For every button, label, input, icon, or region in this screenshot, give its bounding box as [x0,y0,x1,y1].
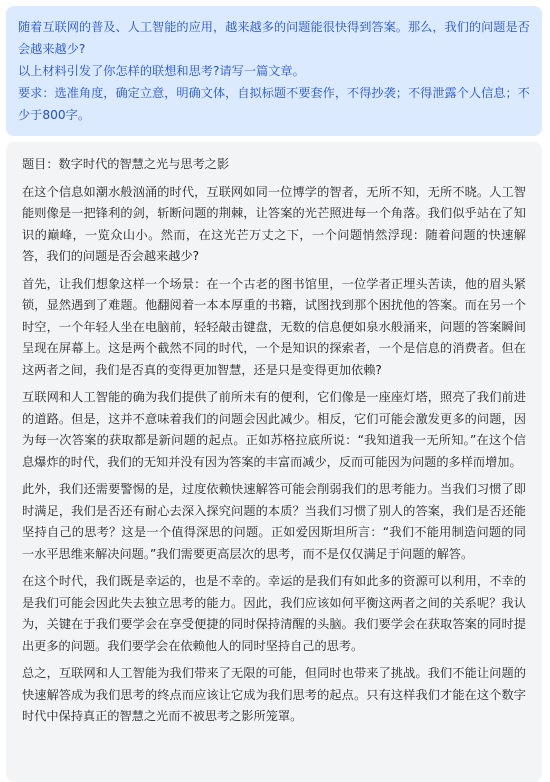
essay-paragraph-2: 首先，让我们想象这样一个场景：在一个古老的图书馆里，一位学者正埋头苦读，他的眉头紧锁，显然遇到了难题。他翻阅着一本本厚重的书籍，试图找到那个困扰他的答案。而在另一个时空，一个年轻人坐在电脑前，轻轻敲击键盘，无数的信息便如泉水般涌来，问题的答案瞬间呈现在屏幕上。这是两个截然不同的时代，一个是知识的探索者，一个是信息的消费者。但在这两者之间，我们是否真的变得更加智慧，还是只是变得更加依赖? [22,276,526,377]
essay-title: 题目：数字时代的智慧之光与思考之影 [22,157,230,171]
essay-paragraph-4: 此外，我们还需要警惕的是，过度依赖快速解答可能会削弱我们的思考能力。当我们习惯了即时满足，我们是否还有耐心去深入探究问题的本质？当我们习惯了别人的答案，我们是否还能坚持自己的思考？这是一个值得深思的问题。正如爱因斯坦所言：“我们不能用制造问题的同一水平思维来解决问题。”我们需要更高层次的思考，而不是仅仅满足于问题的解答。 [22,482,526,561]
assistant-response-card [6,142,542,782]
prompt-line-2: 以上材料引发了你怎样的联想和思考?请写一篇文章。 [18,64,305,78]
user-prompt-bubble [6,6,542,136]
essay-paragraph-5: 在这个时代，我们既是幸运的，也是不幸的。幸运的是我们有如此多的资源可以利用，不幸的是我们可能会因此失去独立思考的能力。因此，我们应该如何平衡这两者之间的关系呢？我认为，关键在于我们要学会在享受便捷的同时保持清醒的头脑。我们要学会在获取答案的同时提出更多的问题。我们要学会在依赖他人的同时坚持自己的思考。 [22,574,526,653]
prompt-line-3: 要求：选准角度，确定立意，明确文体，自拟标题不要套作，不得抄袭；不得泄露个人信息；不少于800字。 [18,86,530,122]
essay-paragraph-6: 总之，互联网和人工智能为我们带来了无限的可能，但同时也带来了挑战。我们不能让问题的快速解答成为我们思考的终点而应该让它成为我们思考的起点。只有这样我们才能在这个数字时代中保持真正的智慧之光而不被思考之影所笼罩。 [22,666,526,723]
prompt-line-1: 随着互联网的普及、人工智能的应用，越来越多的问题能很快得到答案。那么，我们的问题是否会越来越少? [18,20,530,56]
essay-paragraph-3: 互联网和人工智能的确为我们提供了前所未有的便利，它们像是一座座灯塔，照亮了我们前进的道路。但是，这并不意味着我们的问题会因此减少。相反，它们可能会激发更多的问题，因为每一次答案的获取都是新问题的起点。正如苏格拉底所说：“我知道我一无所知。”在这个信息爆炸的时代，我们的无知并没有因为答案的丰富而减少，反而可能因为问题的多样而增加。 [22,390,526,469]
essay-paragraph-1: 在这个信息如潮水般汹涌的时代，互联网如同一位博学的智者，无所不知，无所不晓。人工智能则像是一把锋利的剑，斩断问题的荆棘，让答案的光芒照进每一个角落。我们似乎站在了知识的巅峰，一览众山小。然而，在这光芒万丈之下，一个问题悄然浮现：随着问题的快速解答，我们的问题是否会越来越少? [22,184,526,263]
